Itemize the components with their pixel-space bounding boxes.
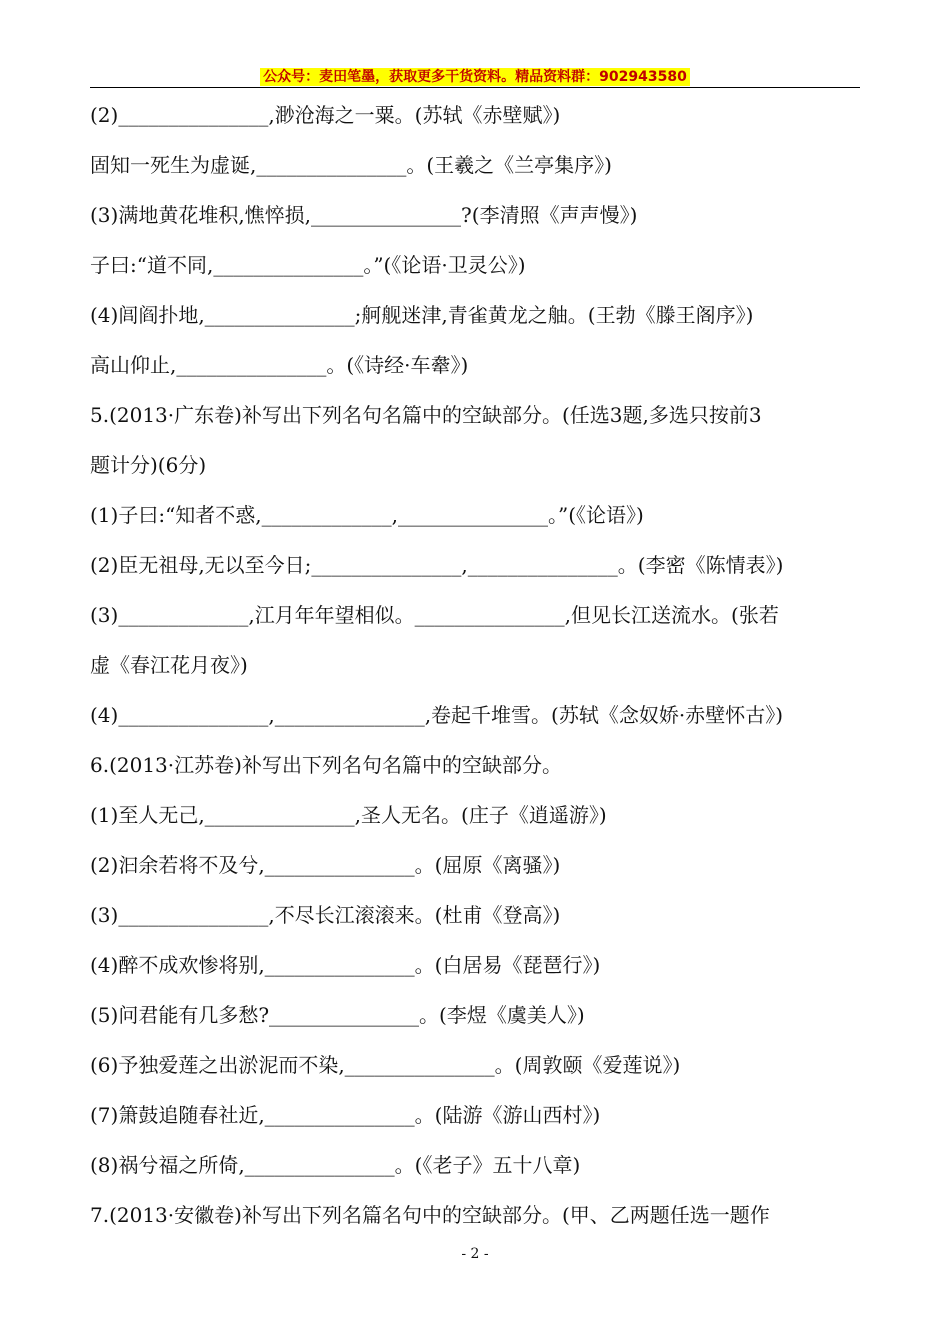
- text-line: (1)至人无己,_______________,圣人无名。(庄子《逍遥游》): [90, 803, 607, 827]
- text-line: (3)_______________,不尽长江滚滚来。(杜甫《登高》): [90, 903, 561, 927]
- text-line: (8)祸兮福之所倚,_______________。(《老子》五十八章): [90, 1153, 581, 1177]
- text-line: (6)予独爱莲之出淤泥而不染,_______________。(周敦颐《爱莲说》): [90, 1053, 681, 1077]
- text-line: (2)汩余若将不及兮,_______________。(屈原《离骚》): [90, 853, 561, 877]
- text-line: (7)箫鼓追随春社近,_______________。(陆游《游山西村》): [90, 1103, 601, 1127]
- question-heading: 6.(2013·江苏卷)补写出下列名句名篇中的空缺部分。: [90, 753, 562, 777]
- text-line: 子曰:“道不同,_______________。”(《论语·卫灵公》): [90, 253, 526, 277]
- banner-text: 公众号：麦田笔墨，获取更多干货资料。精品资料群：902943580: [260, 68, 690, 86]
- text-line: (2)臣无祖母,无以至今日;_______________,_______________。(李密《陈情表》): [90, 553, 784, 577]
- text-line: 固知一死生为虚诞,_______________。(王羲之《兰亭集序》): [90, 153, 612, 177]
- text-line: (4)醉不成欢惨将别,_______________。(白居易《琵琶行》): [90, 953, 601, 977]
- header-banner: [90, 66, 860, 86]
- text-line: (3)满地黄花堆积,憔悴损,_______________?(李清照《声声慢》): [90, 203, 638, 227]
- text-line: (3)_____________,江月年年望相似。_______________,但见长江送流水。(张若: [90, 603, 779, 627]
- text-line: (2)_______________,渺沧海之一粟。(苏轼《赤壁赋》): [90, 103, 561, 127]
- question-heading: 7.(2013·安徽卷)补写出下列名篇名句中的空缺部分。(甲、乙两题任选一题作: [90, 1203, 770, 1227]
- text-line: (4)_______________,_______________,卷起千堆雪。(苏轼《念奴娇·赤壁怀古》): [90, 703, 784, 727]
- page-number: - 2 -: [461, 1246, 489, 1262]
- text-line: (1)子曰:“知者不惑,_____________,_______________。”(《论语》): [90, 503, 644, 527]
- header-rule: [90, 87, 860, 88]
- text-line: 高山仰止,_______________。(《诗经·车舝》): [90, 353, 469, 377]
- document-body: [90, 90, 865, 1240]
- text-line: (4)闾阎扑地,_______________;舸舰迷津,青雀黄龙之舳。(王勃《滕王阁序》): [90, 303, 754, 327]
- text-line: 虚《春江花月夜》): [90, 653, 248, 677]
- question-heading: 5.(2013·广东卷)补写出下列名句名篇中的空缺部分。(任选3题,多选只按前3: [90, 403, 762, 427]
- text-line: 题计分)(6分): [90, 453, 207, 477]
- text-line: (5)问君能有几多愁?_______________。(李煜《虞美人》): [90, 1003, 585, 1027]
